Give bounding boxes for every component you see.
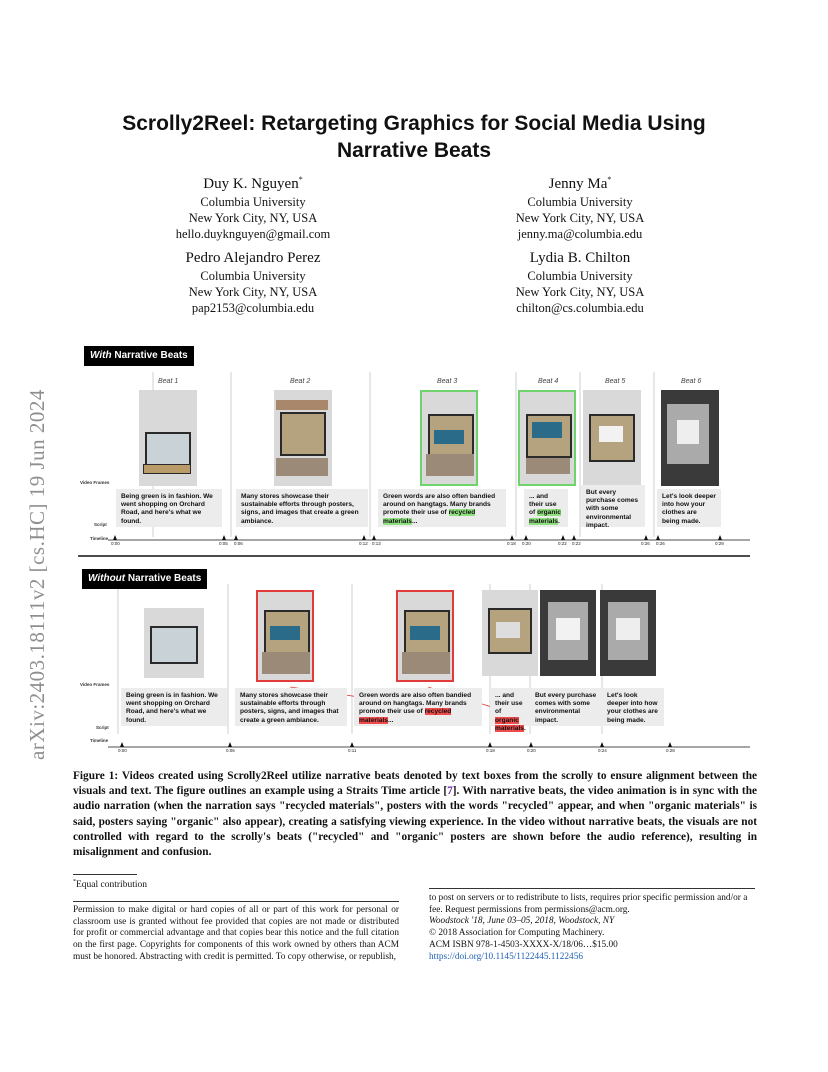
citation-link[interactable]: 7 (447, 785, 453, 798)
without-narrative-beats-badge: Without Narrative Beats (82, 569, 207, 589)
video-frame (139, 390, 197, 486)
script-box: Let's look deeper into how your clothes are being made. (602, 688, 664, 726)
script-box: Green words are also often bandied around on hangtags. Many brands promote their use of recycled materials... (354, 688, 482, 726)
venue: Woodstock '18, June 03–05, 2018, Woodstock, NY (429, 916, 615, 927)
highlight-organic: organic materials (495, 716, 524, 732)
permission-rule (429, 888, 755, 889)
author-location: New York City, NY, USA (188, 211, 318, 225)
author-location: New York City, NY, USA (515, 285, 645, 299)
doi-link[interactable]: https://doi.org/10.1145/1122445.1122456 (429, 951, 584, 962)
script-box: Many stores showcase their sustainable efforts through posters, signs, and images that create a green ambiance. (236, 489, 368, 527)
video-frame (144, 608, 204, 678)
beat-label: Beat 5 (605, 378, 626, 385)
video-frame (518, 390, 576, 486)
row-label-script: Script (94, 522, 107, 527)
permission-rule (73, 901, 399, 902)
timeline-tick: 0:06 (234, 541, 243, 546)
video-frame (256, 590, 314, 682)
author-location: New York City, NY, USA (515, 211, 645, 225)
timeline-tick: 0:22 (558, 541, 567, 546)
script-box: ... and their use of organic materials. (524, 489, 568, 527)
beat-label: Beat 1 (158, 378, 179, 385)
author-block (450, 170, 710, 242)
row-label-script: Script (96, 725, 109, 730)
highlight-organic: organic materials (529, 509, 561, 525)
publication-info (429, 893, 755, 963)
author-block (123, 170, 383, 242)
video-frame (396, 590, 454, 682)
video-frame (600, 590, 656, 676)
timeline-tick: 0:20 (522, 541, 531, 546)
timeline-tick: 0:12 (359, 541, 368, 546)
beat-label: Beat 2 (290, 378, 311, 385)
author-email: jenny.ma@columbia.edu (517, 227, 643, 241)
timeline-tick: 0:11 (348, 748, 357, 753)
author-mark: * (607, 175, 612, 184)
copyright: © 2018 Association for Computing Machinery. (429, 928, 605, 939)
teaser-figure (78, 342, 750, 757)
author-location: New York City, NY, USA (188, 285, 318, 299)
video-frame (274, 390, 332, 486)
author-email: pap2153@columbia.edu (191, 301, 315, 315)
timeline-tick: 0:00 (118, 748, 127, 753)
timeline-tick: 0:26 (641, 541, 650, 546)
script-box: But every purchase comes with some environmental impact. (530, 688, 602, 726)
author-affiliation: Columbia University (200, 195, 306, 209)
author-name: Pedro Alejandro Perez (185, 250, 321, 266)
timeline-tick: 0:26 (656, 541, 665, 546)
timeline-tick: 0:05 (219, 541, 228, 546)
author-email: hello.duyknguyen@gmail.com (175, 227, 331, 241)
arxiv-stamp: arXiv:2403.18111v2 [cs.HC] 19 Jun 2024 (25, 389, 49, 760)
author-block (450, 249, 710, 316)
author-email: chilton@cs.columbia.edu (516, 301, 644, 315)
timeline-tick: 0:13 (372, 541, 381, 546)
author-mark: * (298, 175, 303, 184)
timeline-tick: 0:29 (715, 541, 724, 546)
timeline-tick: 0:18 (486, 748, 495, 753)
author-block (123, 249, 383, 316)
timeline-tick: 0:28 (666, 748, 675, 753)
isbn: ACM ISBN 978-1-4503-XXXX-X/18/06…$15.00 (429, 939, 618, 950)
row-label-frames: Video Frames (80, 682, 110, 687)
video-frame (583, 390, 641, 486)
beat-label: Beat 3 (437, 378, 458, 385)
script-box: ... and their use of organic materials. (490, 688, 530, 726)
author-affiliation: Columbia University (200, 269, 306, 283)
timeline-tick: 0:18 (507, 541, 516, 546)
script-box: Green words are also often bandied around on hangtags. Many brands promote their use of recycled materials... (378, 489, 506, 527)
highlight-recycled: recycled materials (359, 708, 452, 724)
timeline-tick: 0:20 (527, 748, 536, 753)
video-frame (482, 590, 538, 676)
row-label-timeline: Timeline (90, 738, 109, 743)
with-narrative-beats-badge: With Narrative Beats (84, 346, 194, 366)
script-box: Being green is in fashion. We went shopping on Orchard Road, and here's what we found. (121, 688, 227, 726)
beat-label: Beat 4 (538, 378, 559, 385)
timeline-tick: 0:00 (111, 541, 120, 546)
script-box: Being green is in fashion. We went shopping on Orchard Road, and here's what we found. (116, 489, 222, 527)
permission-notice: Permission to make digital or hard copies of all or part of this work for personal or classroom use is granted without fee provided that copies are not made or distributed for profit or commercial advantage and that copies bear this notice and the full citation on the first page. Copyrights for components of this work owned by others than ACM must be honored. Abstracting with credit is permitted. To copy otherwise, or republish, (73, 905, 399, 962)
script-box: But every purchase comes with some environmental impact. (581, 485, 645, 527)
beat-label: Beat 6 (681, 378, 702, 385)
figure-caption: Figure 1: Videos created using Scrolly2Reel utilize narrative beats denoted by text boxes from the scrolly to ensure alignment between the visuals and text. The figure outlines an example using a Straits Time article [7]. With narrative beats, the video animation is in sync with the audio narration (when the narration says "recycled materials", posters with the words "recycled" appear, and when "organic materials" is said, posters saying "organic" also appear), creating a satisfying viewing experience. In the video without narrative beats, the visuals are not controlled with regard to the scrolly's beats ("recycled" and "organic" posters are shown before the audio reference), resulting in misalignment and confusion. (73, 770, 757, 859)
author-affiliation: Columbia University (527, 195, 633, 209)
author-name: Lydia B. Chilton (529, 250, 631, 266)
author-name: Duy K. Nguyen (203, 176, 299, 192)
script-box: Many stores showcase their sustainable efforts through posters, signs, and images that create a green ambiance. (235, 688, 347, 726)
paper-title: Scrolly2Reel: Retargeting Graphics for Social Media Using Narrative Beats (122, 112, 706, 162)
highlight-recycled: recycled materials (383, 509, 476, 525)
row-label-timeline: Timeline (90, 536, 109, 541)
video-frame (420, 390, 478, 486)
footnote: *Equal contribution (73, 879, 147, 891)
video-frame (540, 590, 596, 676)
row-label-frames: Video Frames (80, 480, 110, 485)
author-affiliation: Columbia University (527, 269, 633, 283)
timeline-tick: 0:22 (572, 541, 581, 546)
timeline-tick: 0:06 (226, 748, 235, 753)
footnote-rule (73, 874, 137, 875)
permission-continued: to post on servers or to redistribute to lists, requires prior specific permission and/or a fee. Request permissions from permissions@acm.org. (429, 893, 748, 915)
timeline-tick: 0:24 (598, 748, 607, 753)
video-frame (661, 390, 719, 486)
script-box: Let's look deeper into how your clothes are being made. (657, 489, 721, 527)
author-name: Jenny Ma (548, 176, 608, 192)
